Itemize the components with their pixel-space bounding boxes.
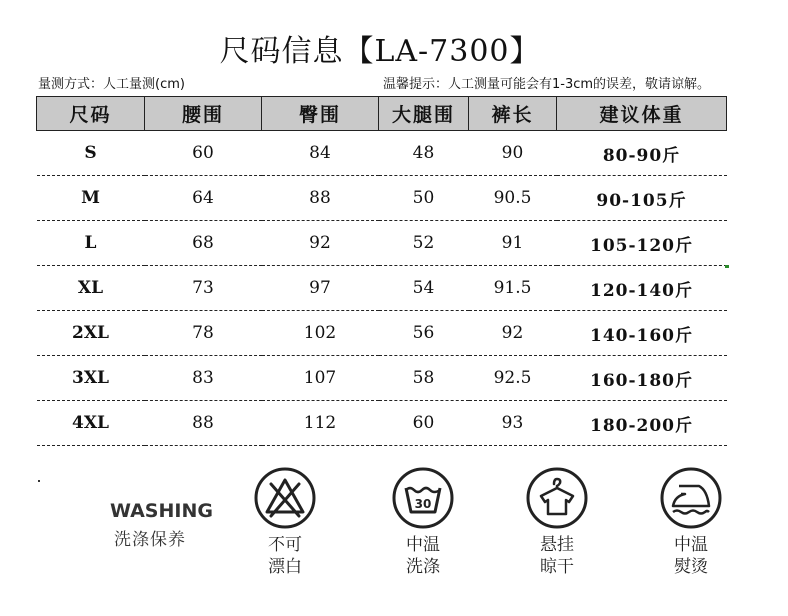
- cell-size: 4XL: [37, 401, 145, 446]
- cell-waist: 64: [145, 176, 262, 221]
- cell-weight: 140-160斤: [557, 311, 727, 356]
- care-label-line1: 悬挂: [540, 535, 574, 555]
- care-label-line1: 中温: [406, 535, 440, 555]
- header-weight: 建议体重: [557, 97, 727, 131]
- cell-thigh: 58: [379, 356, 469, 401]
- size-table: [36, 96, 727, 446]
- header-waist: 腰围: [145, 97, 262, 131]
- table-row: [37, 401, 727, 446]
- hang-dry-icon: [525, 466, 589, 530]
- care-item-wash-30: [383, 466, 463, 578]
- header-hip: 臀围: [262, 97, 379, 131]
- washing-title: WASHING: [110, 500, 213, 522]
- care-label-line1: 中温: [674, 535, 708, 555]
- care-label-line2: 晾干: [540, 557, 574, 577]
- cell-length: 91.5: [469, 266, 557, 311]
- care-label-line2: 漂白: [268, 557, 302, 577]
- cell-hip: 102: [262, 311, 379, 356]
- cell-thigh: 52: [379, 221, 469, 266]
- cell-thigh: 54: [379, 266, 469, 311]
- table-header-row: [37, 97, 727, 131]
- cell-waist: 83: [145, 356, 262, 401]
- cell-weight: 180-200斤: [557, 401, 727, 446]
- cell-waist: 60: [145, 131, 262, 176]
- table-row: [37, 176, 727, 221]
- cell-length: 91: [469, 221, 557, 266]
- table-row: [37, 266, 727, 311]
- cell-weight: 80-90斤: [557, 131, 727, 176]
- cell-hip: 84: [262, 131, 379, 176]
- page-title: 尺码信息【LA-7300】: [219, 34, 541, 69]
- table-row: [37, 131, 727, 176]
- stray-dot: [38, 480, 40, 482]
- cell-size: S: [37, 131, 145, 176]
- header-thigh: 大腿围: [379, 97, 469, 131]
- care-item-no-bleach: [245, 466, 325, 578]
- cell-weight: 120-140斤: [557, 266, 727, 311]
- washing-subtitle: 洗涤保养: [114, 530, 186, 550]
- table-row: [37, 311, 727, 356]
- wash-temp-label: 30: [414, 497, 432, 511]
- corner-marker: [725, 265, 729, 268]
- cell-hip: 92: [262, 221, 379, 266]
- cell-waist: 88: [145, 401, 262, 446]
- cell-thigh: 50: [379, 176, 469, 221]
- cell-thigh: 60: [379, 401, 469, 446]
- cell-size: XL: [37, 266, 145, 311]
- care-item-iron-medium: [651, 466, 731, 578]
- care-label-line2: 洗涤: [406, 557, 440, 577]
- cell-waist: 73: [145, 266, 262, 311]
- cell-hip: 107: [262, 356, 379, 401]
- cell-length: 92.5: [469, 356, 557, 401]
- cell-weight: 90-105斤: [557, 176, 727, 221]
- cell-length: 90.5: [469, 176, 557, 221]
- cell-thigh: 56: [379, 311, 469, 356]
- care-item-hang-dry: [517, 466, 597, 578]
- table-row: [37, 356, 727, 401]
- cell-size: M: [37, 176, 145, 221]
- wash-30-icon: [391, 466, 455, 530]
- cell-waist: 78: [145, 311, 262, 356]
- cell-length: 92: [469, 311, 557, 356]
- header-length: 裤长: [469, 97, 557, 131]
- cell-size: 3XL: [37, 356, 145, 401]
- measure-method-note: 量测方式：人工量测(cm): [38, 77, 185, 92]
- header-size: 尺码: [37, 97, 145, 131]
- care-label-line2: 熨烫: [674, 557, 708, 577]
- cell-waist: 68: [145, 221, 262, 266]
- no-bleach-icon: [253, 466, 317, 530]
- cell-thigh: 48: [379, 131, 469, 176]
- cell-weight: 105-120斤: [557, 221, 727, 266]
- measure-tip-note: 温馨提示：人工测量可能会有1-3cm的误差，敬请谅解。: [383, 77, 711, 92]
- cell-length: 93: [469, 401, 557, 446]
- iron-medium-icon: [659, 466, 723, 530]
- cell-size: 2XL: [37, 311, 145, 356]
- care-label-line1: 不可: [268, 535, 302, 555]
- cell-length: 90: [469, 131, 557, 176]
- cell-size: L: [37, 221, 145, 266]
- cell-hip: 88: [262, 176, 379, 221]
- cell-hip: 97: [262, 266, 379, 311]
- cell-hip: 112: [262, 401, 379, 446]
- table-row: [37, 221, 727, 266]
- cell-weight: 160-180斤: [557, 356, 727, 401]
